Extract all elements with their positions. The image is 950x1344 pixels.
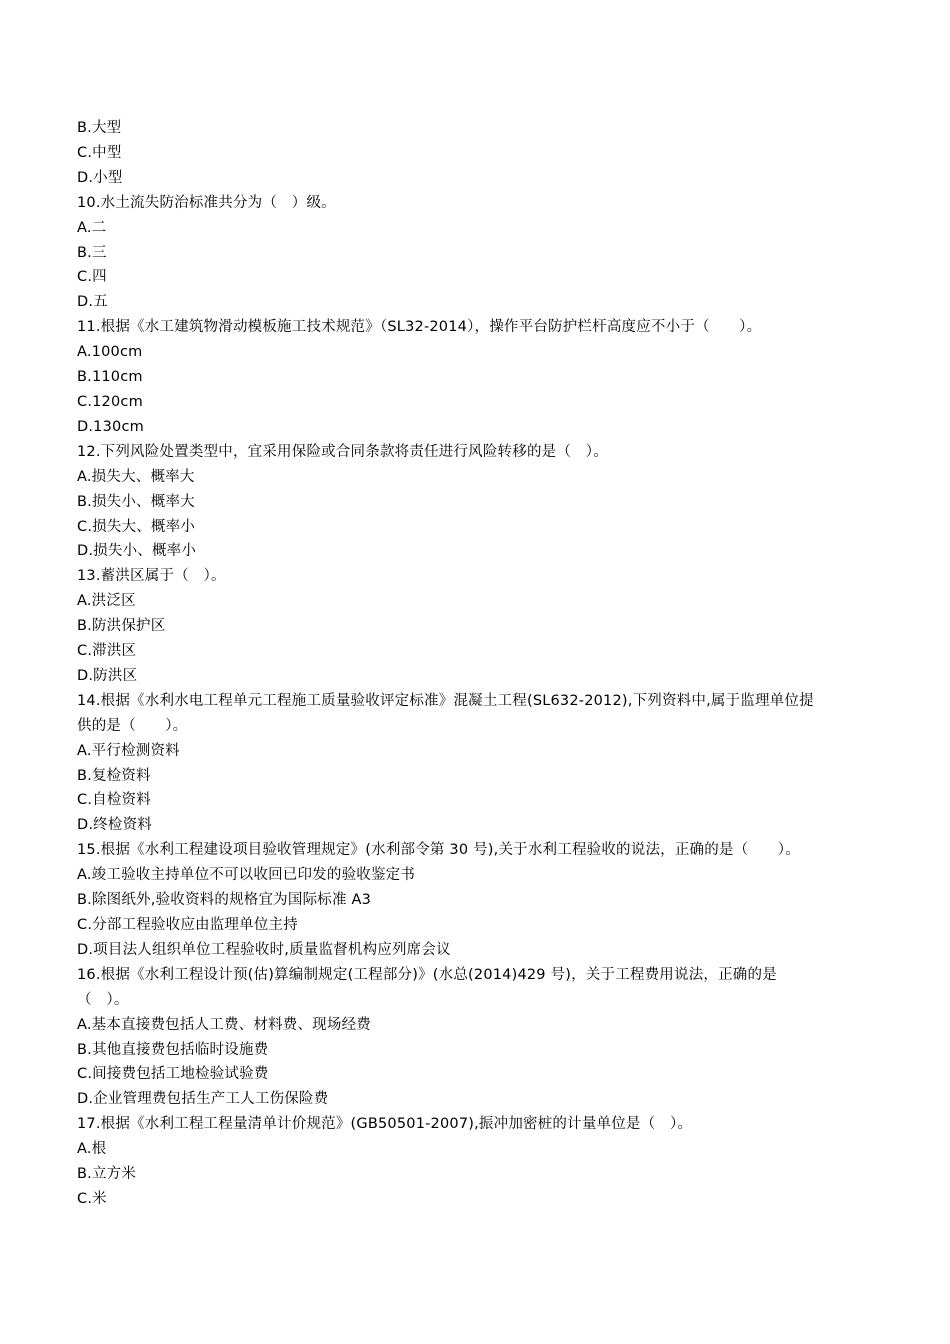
question-line: 12.下列风险处置类型中，宜采用保险或合同条款将责任进行风险转移的是（ ）。	[77, 443, 608, 460]
question-line: 13.蓄洪区属于（ ）。	[77, 568, 226, 585]
option-line: B.110cm	[77, 369, 143, 386]
option-line: A.竣工验收主持单位不可以收回已印发的验收鉴定书	[77, 867, 416, 884]
option-line: C.间接费包括工地检验试验费	[77, 1066, 269, 1083]
question-line: 14.根据《水利水电工程单元工程施工质量验收评定标准》混凝土工程(SL632-2012),下列资料中,属于监理单位提	[77, 692, 814, 709]
option-line: C.分部工程验收应由监理单位主持	[77, 917, 298, 933]
option-line: C.120cm	[77, 393, 143, 410]
option-line: A.基本直接费包括人工费、材料费、现场经费	[77, 1016, 371, 1033]
question-line: 10.水土流失防治标准共分为（ ）级。	[77, 194, 336, 211]
option-line: D.五	[77, 294, 108, 311]
option-line: B.防洪保护区	[77, 618, 166, 635]
question-line: 17.根据《水利工程工程量清单计价规范》(GB50501-2007),振冲加密桩的计量单位是（ ）。	[77, 1116, 693, 1133]
option-line: D.损失小、概率小	[77, 543, 197, 560]
option-line: D.防洪区	[77, 667, 138, 684]
question-line: 16.根据《水利工程设计预(估)算编制规定(工程部分)》(水总(2014)429 号)，关于工程费用说法，正确的是	[77, 966, 777, 983]
option-line: A.洪泛区	[77, 593, 136, 610]
option-line: C.损失大、概率小	[77, 518, 196, 535]
option-line: D.130cm	[77, 418, 144, 435]
exam-document	[77, 116, 885, 1212]
option-line: B.三	[77, 244, 107, 261]
option-line: B.大型	[77, 120, 122, 136]
option-line: D.企业管理费包括生产工人工伤保险费	[77, 1091, 329, 1108]
option-line: D.项目法人组织单位工程验收时,质量监督机构应列席会议	[77, 941, 451, 958]
option-line: C.四	[77, 269, 107, 286]
option-line: C.中型	[77, 144, 122, 161]
question-line: 11.根据《水工建筑物滑动模板施工技术规范》（SL32-2014），操作平台防护栏杆高度应不小于（ ）。	[77, 319, 762, 336]
option-line: C.自检资料	[77, 792, 151, 809]
option-line: B.复检资料	[77, 767, 151, 784]
option-line: A.损失大、概率大	[77, 468, 195, 485]
option-line: A.二	[77, 219, 107, 236]
option-line: C.米	[77, 1190, 107, 1207]
option-line: D.终检资料	[77, 817, 152, 834]
option-line: B.立方米	[77, 1166, 137, 1183]
option-line: D.小型	[77, 169, 123, 186]
question-line: 15.根据《水利工程建设项目验收管理规定》(水利部令第 30 号),关于水利工程验收的说法，正确的是（ ）。	[77, 842, 800, 859]
option-line: B.除图纸外,验收资料的规格宜为国际标准 A3	[77, 892, 372, 909]
question-line-continued: （ ）。	[77, 991, 129, 1008]
option-line: A.平行检测资料	[77, 742, 180, 759]
option-line: A.根	[77, 1141, 107, 1158]
option-line: A.100cm	[77, 344, 143, 361]
question-line-continued: 供的是（ ）。	[77, 717, 188, 734]
option-line: C.滞洪区	[77, 643, 137, 660]
option-line: B.其他直接费包括临时设施费	[77, 1041, 269, 1058]
option-line: B.损失小、概率大	[77, 493, 195, 510]
